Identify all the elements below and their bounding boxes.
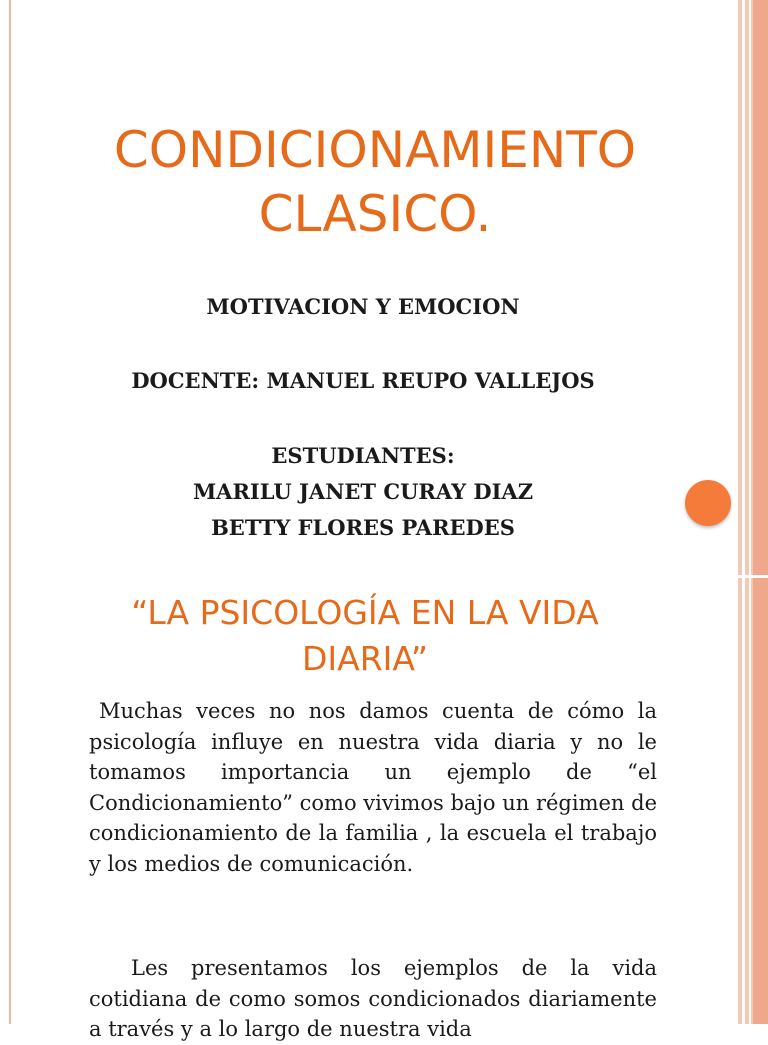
course-name: MOTIVACION Y EMOCION: [206, 294, 520, 319]
students-label: ESTUDIANTES:: [271, 443, 455, 468]
title-line-2: CLASICO.: [258, 185, 492, 243]
right-decorative-border: [738, 0, 768, 1024]
border-band: [753, 0, 768, 1024]
body-paragraph: Muchas veces no nos damos cuenta de cómo la psicología influye en nuestra vida diaria y no le tomamos importancia un ejemplo de “el Condicionamiento” como vivimos bajo un régimen de condicionamiento de la familia , la escuela el trabajo y los medios de comunicación.: [89, 699, 657, 876]
section-subtitle: [30, 590, 700, 682]
body-paragraph: Les presentamos los ejemplos de la vida cotidiana de como somos condicionados diariamente a través y a lo largo de nuestra vida: [89, 956, 657, 1042]
border-stripe: [749, 0, 751, 1024]
student-name: MARILU JANET CURAY DIAZ: [192, 479, 534, 504]
slide-title: [20, 118, 730, 246]
title-line-1: CONDICIONAMIENTO: [113, 121, 637, 179]
subtitle-line-2: DIARIA”: [302, 639, 428, 678]
left-border-line: [9, 0, 11, 1024]
subtitle-line-1: “LA PSICOLOGÍA EN LA VIDA: [131, 593, 599, 632]
border-divider: [738, 575, 768, 578]
teacher-name: DOCENTE: MANUEL REUPO VALLEJOS: [131, 368, 595, 393]
border-stripe: [742, 0, 745, 1024]
student-name: BETTY FLORES PAREDES: [211, 515, 515, 540]
